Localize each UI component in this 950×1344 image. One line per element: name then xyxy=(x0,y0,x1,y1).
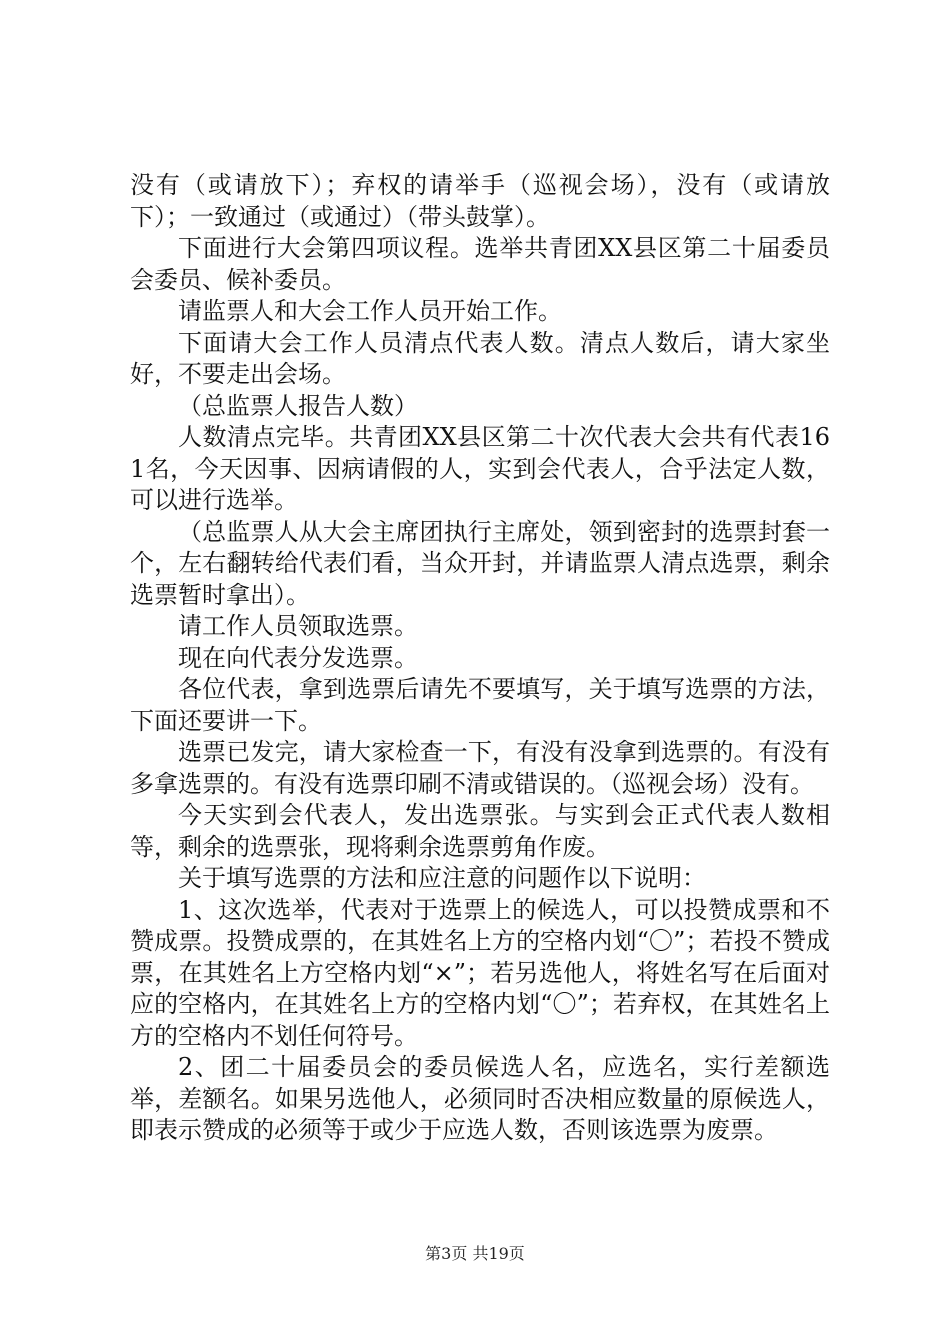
paragraph-9: 现在向代表分发选票。 xyxy=(178,643,418,672)
page-footer: 第3页 共19页 xyxy=(425,1244,525,1263)
paragraph-4: 下面请大会工作人员清点代表人数。清点人数后，请大家坐好，不要走出会场。 xyxy=(130,328,830,388)
paragraph-12: 今天实到会代表人，发出选票张。与实到会正式代表人数相等，剩余的选票张，现将剩余选票剪角作废。 xyxy=(130,801,830,861)
document-body xyxy=(130,170,830,1147)
paragraph-2: 下面进行大会第四项议程。选举共青团XX县区第二十届委员会委员、候补委员。 xyxy=(130,234,830,294)
paragraph-8: 请工作人员领取选票。 xyxy=(178,612,418,640)
paragraph-1: 没有（或请放下）；弃权的请举手（巡视会场），没有（或请放下）；一致通过（或通过）（带头鼓掌）。 xyxy=(130,171,830,231)
paragraph-10: 各位代表，拿到选票后请先不要填写，关于填写选票的方法，下面还要讲一下。 xyxy=(130,675,830,735)
paragraph-5: （总监票人报告人数） xyxy=(178,391,418,420)
paragraph-3: 请监票人和大会工作人员开始工作。 xyxy=(178,297,562,325)
paragraph-6: 人数清点完毕。共青团XX县区第二十次代表大会共有代表161名，今天因事、因病请假的人，实到会代表人，合乎法定人数，可以进行选举。 xyxy=(130,423,830,514)
paragraph-7: （总监票人从大会主席团执行主席处，领到密封的选票封套一个，左右翻转给代表们看，当众开封，并请监票人清点选票，剩余选票暂时拿出）。 xyxy=(130,517,830,609)
paragraph-11: 选票已发完，请大家检查一下，有没有没拿到选票的。有没有多拿选票的。有没有选票印刷不清或错误的。（巡视会场）没有。 xyxy=(130,738,830,798)
paragraph-13: 关于填写选票的方法和应注意的问题作以下说明： xyxy=(178,864,706,892)
paragraph-14: 1、这次选举，代表对于选票上的候选人，可以投赞成票和不赞成票。投赞成票的，在其姓名上方的空格内划“〇”；若投不赞成票，在其姓名上方空格内划“×”；若另选他人，将姓名写在后面对应的空格内，在其姓名上方的空格内划“〇”；若弃权，在其姓名上方的空格内不划任何符号。 xyxy=(130,895,830,1050)
paragraph-15: 2、团二十届委员会的委员候选人名，应选名，实行差额选举，差额名。如果另选他人，必须同时否决相应数量的原候选人，即表示赞成的必须等于或少于应选人数，否则该选票为废票。 xyxy=(130,1053,830,1144)
